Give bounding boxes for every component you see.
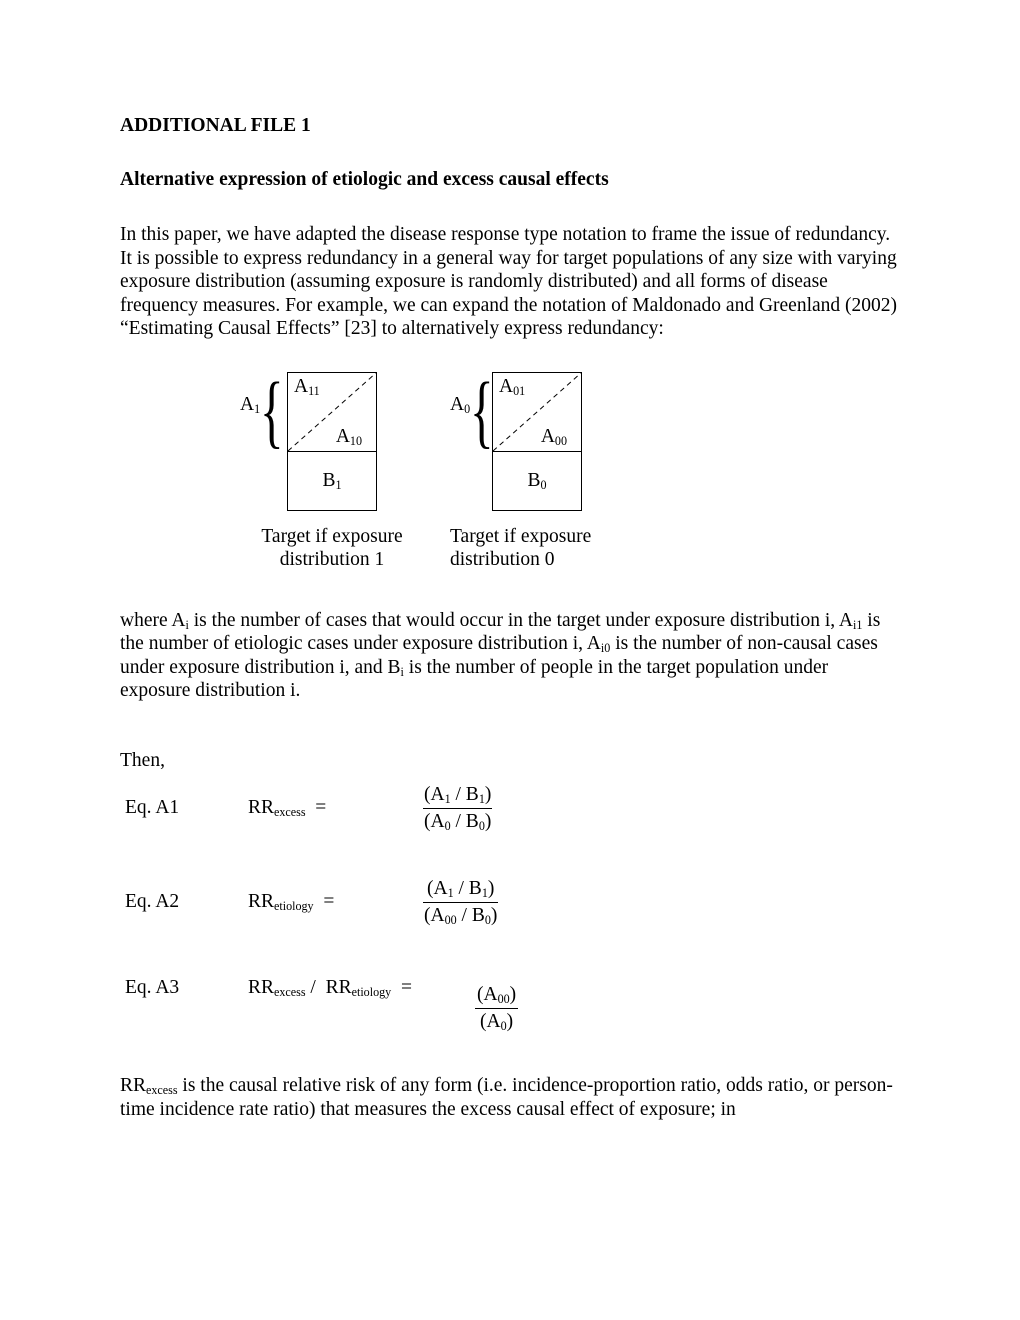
equation-a1-label: Eq. A1 bbox=[125, 797, 180, 819]
equation-a2-label: Eq. A2 bbox=[125, 891, 180, 913]
equation-a3-fraction bbox=[473, 982, 520, 1034]
right-cell-bottom-label: $A_{00}$ bbox=[540, 426, 567, 449]
left-b-label: $B_1$ bbox=[322, 469, 342, 492]
equation-a2-lhs: $RR_{etiology}$ = bbox=[248, 891, 335, 914]
right-a-box bbox=[492, 372, 582, 452]
equation-a1-fraction bbox=[420, 782, 495, 834]
closing-paragraph: $RR_{excess}$ is the causal relative risk of any form (i.e. incidence-proportion ratio, odds ratio, or person-time incidence rate ratio) that measures the excess causal effect of exposure; in bbox=[120, 1075, 893, 1120]
intro-paragraph: In this paper, we have adapted the disease response type notation to frame the issue of redundancy. It is possible to express redundancy in a general way for target populations of any size with varying exposure distribution (assuming exposure is randomly distributed) and all forms of disease frequency measures. For example, we can expand the notation of Maldonado and Greenland (2002) “Estimating Causal Effects” [23] to alternatively express redundancy: bbox=[120, 224, 898, 339]
left-a-box bbox=[287, 372, 377, 452]
right-caption bbox=[450, 525, 630, 571]
equation-a3-label: Eq. A3 bbox=[125, 977, 180, 998]
right-b-label: $B_0$ bbox=[527, 469, 547, 492]
left-cell-bottom-label: $A_{10}$ bbox=[335, 426, 362, 449]
equation-a2-fraction bbox=[420, 876, 501, 928]
equation-a2-numerator: $(A_1 / B_1)$ bbox=[427, 878, 495, 901]
equation-a2-denominator: $(A_{00} / B_0)$ bbox=[424, 904, 498, 927]
left-brace-label: $A_1$ bbox=[240, 393, 261, 416]
then-label: Then, bbox=[120, 749, 165, 771]
left-caption-line2: distribution 1 bbox=[279, 548, 385, 570]
where-paragraph: where $A_i$ is the number of cases that would occur in the target under exposure distribution i, $A_{i1}$ is the number of etiologic cases under exposure distribution i, $A_{i0}$ is the number of non-causal cases under exposure distribution i, and $B_i$ is the number of people in the target population under exposure distribution i. bbox=[120, 609, 881, 701]
equation-a3-denominator: $(A_0)$ bbox=[480, 1010, 514, 1033]
right-brace-label: $A_0$ bbox=[450, 393, 471, 416]
left-caption-line1: Target if exposure bbox=[261, 525, 403, 547]
left-b-box bbox=[287, 451, 377, 511]
target-diagrams-figure bbox=[120, 364, 900, 573]
equation-a3-numerator: $(A_{00})$ bbox=[477, 984, 517, 1007]
right-curly-brace-icon: { bbox=[470, 364, 494, 456]
left-cell-top-label: $A_{11}$ bbox=[294, 375, 320, 398]
page-title: ADDITIONAL FILE 1 bbox=[120, 115, 311, 136]
right-b-box bbox=[492, 451, 582, 511]
equation-a1-lhs: $RR_{excess}$ = bbox=[248, 797, 327, 820]
equation-a2 bbox=[120, 876, 900, 928]
right-cell-top-label: $A_{01}$ bbox=[499, 375, 526, 398]
equation-a1-denominator: $(A_0 / B_0)$ bbox=[424, 810, 492, 833]
left-caption bbox=[252, 525, 412, 571]
left-curly-brace-icon: { bbox=[260, 364, 284, 456]
equation-a1-numerator: $(A_1 / B_1)$ bbox=[424, 784, 492, 807]
equation-a1 bbox=[120, 782, 900, 834]
right-caption-line2: distribution 0 bbox=[450, 548, 555, 570]
equation-a3 bbox=[120, 976, 900, 1034]
equation-a3-lhs: $RR_{excess} / RR_{etiology}$ = bbox=[248, 977, 412, 1000]
section-heading: Alternative expression of etiologic and excess causal effects bbox=[120, 168, 609, 190]
right-caption-line1: Target if exposure bbox=[450, 525, 592, 547]
